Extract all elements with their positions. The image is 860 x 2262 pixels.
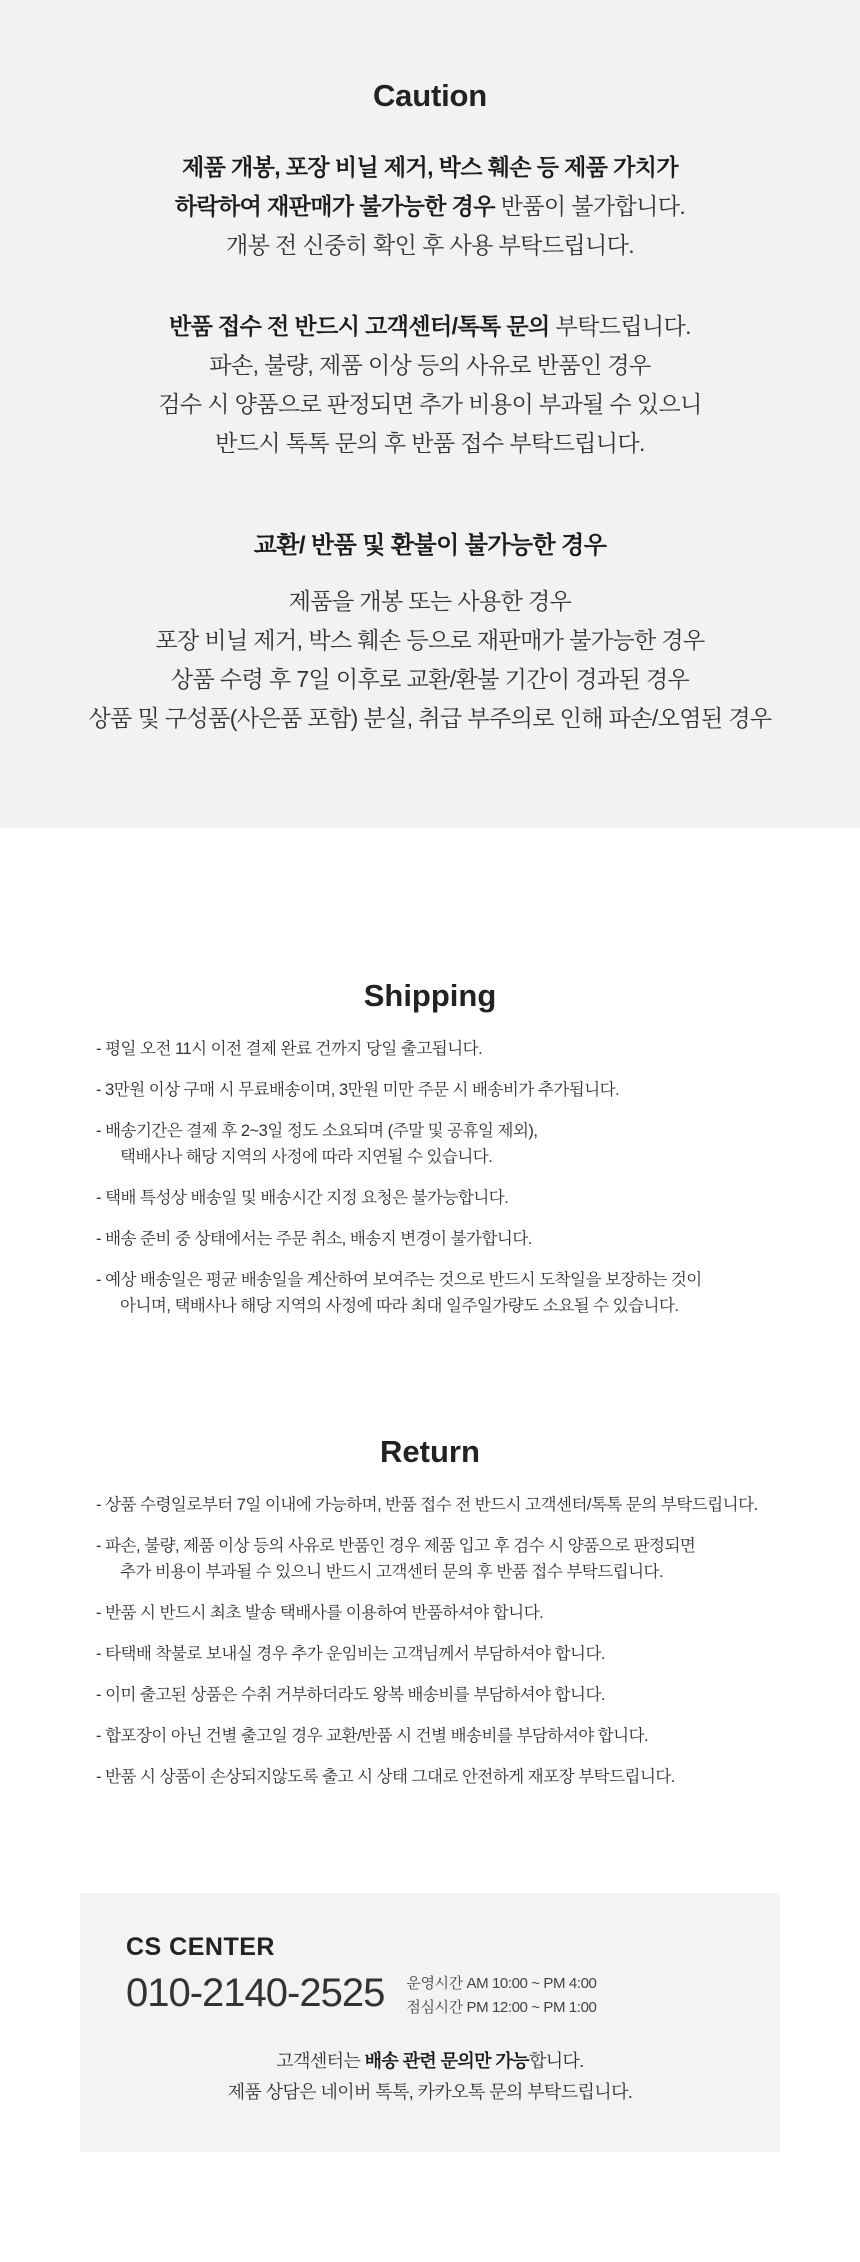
return-heading: Return [380, 1434, 480, 1469]
list-item [96, 1185, 764, 1211]
return-list [96, 1492, 764, 1790]
list-item-main: - 상품 수령일로부터 7일 이내에 가능하며, 반품 접수 전 반드시 고객센터/톡톡 문의 부탁드립니다. [96, 1496, 758, 1514]
list-item-cont: 아니며, 택배사나 해당 지역의 사정에 따라 최대 일주일가량도 소요될 수 있습니다. [120, 1297, 679, 1315]
caution-b2-line1-rest: 부탁드립니다. [549, 313, 691, 339]
caution-b3-line4: 상품 및 구성품(사은품 포함) 분실, 취급 부주의로 인해 파손/오염된 경우 [88, 705, 772, 731]
list-item-main: - 반품 시 반드시 최초 발송 택배사를 이용하여 반품하셔야 합니다. [96, 1604, 544, 1622]
list-item-main: - 평일 오전 11시 이전 결제 완료 건까지 당일 출고됩니다. [96, 1040, 483, 1058]
list-item-main: - 합포장이 아닌 건별 출고일 경우 교환/반품 시 건별 배송비를 부담하셔야 합니다. [96, 1727, 649, 1745]
spacer [40, 265, 820, 307]
cs-note-line1-pre: 고객센터는 [276, 2051, 365, 2071]
list-item [96, 1036, 764, 1062]
shipping-heading: Shipping [363, 978, 497, 1013]
return-section [0, 1434, 860, 1790]
caution-block-1 [40, 148, 820, 265]
cs-hours-line2: 점심시간 PM 12:00 ~ PM 1:00 [406, 1999, 597, 2016]
caution-subheading: 교환/ 반품 및 환불이 불가능한 경우 [253, 532, 607, 559]
caution-b1-line2-rest: 반품이 불가합니다. [494, 193, 686, 219]
spacer [0, 2152, 860, 2262]
list-item-main: - 배송 준비 중 상태에서는 주문 취소, 배송지 변경이 불가합니다. [96, 1230, 532, 1248]
cs-hours-line1: 운영시간 AM 10:00 ~ PM 4:00 [406, 1975, 597, 1992]
list-item-main: - 예상 배송일은 평균 배송일을 계산하여 보여주는 것으로 반드시 도착일을 보장하는 것이 [96, 1271, 702, 1289]
caution-b2-line2: 파손, 불량, 제품 이상 등의 사유로 반품인 경우 [209, 352, 651, 378]
list-item [96, 1267, 764, 1319]
spacer [40, 463, 820, 525]
cs-note-line2: 제품 상담은 네이버 톡톡, 카카오톡 문의 부탁드립니다. [227, 2082, 633, 2102]
list-item [96, 1118, 764, 1170]
list-item [96, 1641, 764, 1667]
list-item-cont: 추가 비용이 부과될 수 있으니 반드시 고객센터 문의 후 반품 접수 부탁드립니다. [120, 1563, 664, 1581]
caution-b3-line1: 제품을 개봉 또는 사용한 경우 [288, 588, 572, 614]
list-item-cont: 택배사나 해당 지역의 사정에 따라 지연될 수 있습니다. [120, 1148, 493, 1166]
spacer [0, 828, 860, 978]
caution-b3-line3: 상품 수령 후 7일 이후로 교환/환불 기간이 경과된 경우 [170, 666, 690, 692]
list-item-main: - 타택배 착불로 보내실 경우 추가 운임비는 고객님께서 부담하셔야 합니다. [96, 1645, 606, 1663]
list-item-main: - 배송기간은 결제 후 2~3일 정도 소요되며 (주말 및 공휴일 제외), [96, 1122, 538, 1140]
caution-heading: Caution [373, 78, 487, 113]
list-item [96, 1492, 764, 1518]
list-item [96, 1533, 764, 1585]
shipping-section [0, 978, 860, 1319]
list-item-main: - 이미 출고된 상품은 수취 거부하더라도 왕복 배송비를 부담하셔야 합니다. [96, 1686, 606, 1704]
cs-center-contact-row [126, 1966, 734, 2020]
caution-b1-line3: 개봉 전 신중히 확인 후 사용 부탁드립니다. [225, 232, 635, 258]
caution-block-2 [40, 307, 820, 463]
list-item-main: - 반품 시 상품이 손상되지않도록 출고 시 상태 그대로 안전하게 재포장 부탁드립니다. [96, 1768, 675, 1786]
caution-section [0, 0, 860, 828]
caution-block-3 [40, 582, 820, 738]
cs-note [126, 2046, 734, 2108]
list-item [96, 1723, 764, 1749]
list-item-main: - 파손, 불량, 제품 이상 등의 사유로 반품인 경우 제품 입고 후 검수 시 양품으로 판정되면 [96, 1537, 696, 1555]
cs-note-line1-post: 합니다. [528, 2051, 584, 2071]
caution-b2-line4: 반드시 톡톡 문의 후 반품 접수 부탁드립니다. [215, 430, 645, 456]
list-item-main: - 3만원 이상 구매 시 무료배송이며, 3만원 미만 주문 시 배송비가 추가됩니다. [96, 1081, 620, 1099]
caution-b3-line2: 포장 비닐 제거, 박스 훼손 등으로 재판매가 불가능한 경우 [155, 627, 705, 653]
caution-b2-line3: 검수 시 양품으로 판정되면 추가 비용이 부과될 수 있으니 [158, 391, 702, 417]
list-item [96, 1682, 764, 1708]
cs-phone-number[interactable]: 010-2140-2525 [126, 1971, 385, 2015]
caution-b2-line1-bold: 반품 접수 전 반드시 고객센터/톡톡 문의 [169, 313, 550, 339]
list-item-main: - 택배 특성상 배송일 및 배송시간 지정 요청은 불가능합니다. [96, 1189, 509, 1207]
cs-operating-hours [406, 1966, 596, 2020]
spacer [0, 1805, 860, 1893]
caution-b1-line2-bold: 하락하여 재판매가 불가능한 경우 [174, 193, 495, 219]
cs-note-line1-bold: 배송 관련 문의만 가능 [364, 2051, 529, 2071]
cs-center-heading: CS CENTER [126, 1933, 275, 1961]
list-item [96, 1600, 764, 1626]
spacer [0, 1334, 860, 1434]
cs-center-section [80, 1893, 780, 2152]
caution-b1-line1: 제품 개봉, 포장 비닐 제거, 박스 훼손 등 제품 가치가 [181, 154, 679, 180]
list-item [96, 1226, 764, 1252]
list-item [96, 1077, 764, 1103]
shipping-list [96, 1036, 764, 1319]
list-item [96, 1764, 764, 1790]
